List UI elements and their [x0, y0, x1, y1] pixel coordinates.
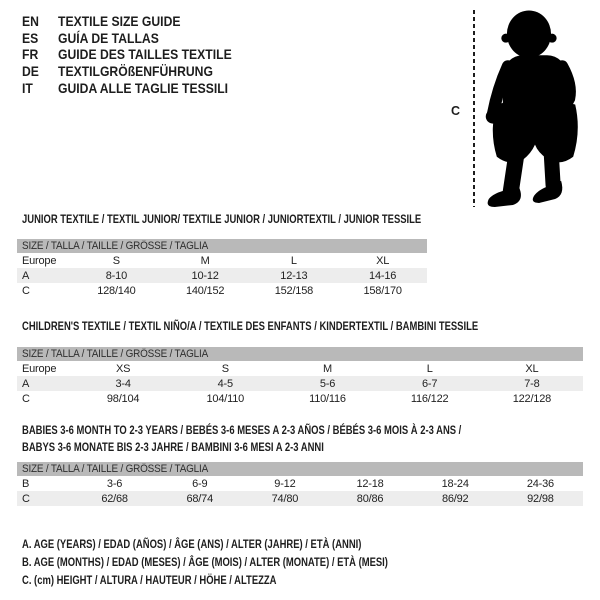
size-cell: XS — [115, 362, 131, 375]
language-title: GUÍA DE TALLAS — [58, 29, 159, 46]
size-cell: 152/158 — [274, 284, 314, 297]
size-cell: 80/86 — [327, 491, 412, 506]
table-header-bar-label: SIZE / TALLA / TAILLE / GRÖSSE / TAGLIA — [22, 240, 209, 252]
language-title: TEXTILGRÖßENFÜHRUNG — [58, 63, 213, 80]
table-header-bar-label: SIZE / TALLA / TAILLE / GRÖSSE / TAGLIA — [22, 348, 209, 360]
babies-size-table — [17, 462, 583, 506]
size-cell: M — [200, 254, 210, 267]
size-cell: 24-36 — [526, 477, 554, 490]
size-cell: 4-5 — [174, 376, 276, 391]
section-heading-children: CHILDREN'S TEXTILE / TEXTIL NIÑO/A / TEXTILE DES ENFANTS / KINDERTEXTIL / BAMBINI TESSILE — [22, 319, 479, 333]
language-code: IT — [22, 79, 33, 96]
footnote-height-cm: C. (cm) HEIGHT / ALTURA / HAUTEUR / HÖHE / ALTEZZA — [22, 573, 277, 587]
table-header-bar-label: SIZE / TALLA / TAILLE / GRÖSSE / TAGLIA — [22, 463, 209, 475]
size-cell: 14-16 — [338, 268, 427, 283]
size-cell: 110/116 — [309, 392, 346, 405]
language-row-it — [22, 79, 258, 96]
table-row-height — [17, 391, 583, 406]
row-label-cell: C — [22, 284, 30, 297]
language-title: GUIDA ALLE TAGLIE TESSILI — [58, 79, 229, 96]
size-cell: 5-6 — [276, 376, 378, 391]
size-cell: 7-8 — [481, 376, 583, 391]
baby-silhouette-icon — [482, 8, 588, 209]
size-cell: XL — [525, 362, 539, 375]
section-heading-junior: JUNIOR TEXTILE / TEXTIL JUNIOR/ TEXTILE JUNIOR / JUNIORTEXTIL / JUNIOR TESSILE — [22, 212, 422, 226]
section-heading-babies: BABIES 3-6 MONTH TO 2-3 YEARS / BEBÉS 3-6 MESES A 2-3 AÑOS / BÉBÉS 3-6 MOIS À 2-3 ANS / BABYS 3-6 MONATE BIS 2-3 JAHRE / BAMBINI 3-6 MESI A 2-3 ANNI — [22, 423, 462, 454]
row-label-cell: C — [22, 392, 30, 405]
size-cell: 18-24 — [441, 477, 469, 490]
size-cell: M — [322, 362, 332, 375]
size-cell: 3-4 — [72, 376, 174, 391]
table-row-age — [17, 268, 427, 283]
size-cell: S — [221, 362, 229, 375]
row-label-cell: A — [17, 376, 72, 391]
size-cell: 3-6 — [106, 477, 123, 490]
size-cell: 122/128 — [512, 392, 552, 405]
size-cell: 86/92 — [413, 491, 498, 506]
row-label-cell: C — [17, 491, 72, 506]
size-cell: 92/98 — [498, 491, 583, 506]
size-cell: L — [290, 254, 297, 267]
junior-size-table — [17, 239, 427, 298]
size-cell: 12-18 — [356, 477, 384, 490]
height-measure-dashed-line — [473, 10, 475, 207]
row-label-cell: B — [22, 477, 30, 490]
language-code: ES — [22, 29, 39, 46]
language-row-de — [22, 63, 258, 80]
language-list — [22, 13, 258, 96]
size-cell: S — [112, 254, 120, 267]
size-cell: 6-9 — [192, 477, 208, 490]
language-title: GUIDE DES TAILLES TEXTILE — [58, 46, 232, 63]
height-measure-label: C — [451, 104, 461, 118]
row-label-cell: A — [17, 268, 72, 283]
table-header-bar — [17, 239, 427, 253]
table-header-bar — [17, 347, 583, 361]
table-row-height — [17, 491, 583, 506]
table-row-europe — [17, 253, 427, 268]
size-cell: 62/68 — [72, 491, 157, 506]
legend-footnotes — [22, 535, 479, 589]
size-cell: 74/80 — [242, 491, 327, 506]
size-cell: 12-13 — [250, 268, 339, 283]
size-cell: 104/110 — [206, 392, 245, 405]
size-cell: 98/104 — [106, 392, 140, 405]
size-cell: 6-7 — [379, 376, 481, 391]
language-code: EN — [22, 13, 39, 30]
language-row-en — [22, 13, 258, 30]
size-cell: L — [426, 362, 433, 375]
size-cell: 9-12 — [274, 477, 296, 490]
language-code: FR — [22, 46, 39, 63]
size-cell: 68/74 — [157, 491, 242, 506]
language-title: TEXTILE SIZE GUIDE — [58, 13, 181, 30]
table-header-bar — [17, 462, 583, 476]
language-row-fr — [22, 46, 258, 63]
size-cell: 116/122 — [410, 392, 449, 405]
children-size-table — [17, 347, 583, 406]
table-row-europe — [17, 361, 583, 376]
row-label-cell: Europe — [22, 254, 57, 267]
table-row-age — [17, 376, 583, 391]
size-cell: 10-12 — [161, 268, 250, 283]
size-cell: XL — [376, 254, 390, 267]
footnote-age-years: A. AGE (YEARS) / EDAD (AÑOS) / ÂGE (ANS) / ALTER (JAHRE) / ETÀ (ANNI) — [22, 537, 362, 551]
table-row-height — [17, 283, 427, 298]
row-label-cell: Europe — [22, 362, 57, 375]
size-cell: 128/140 — [97, 284, 136, 297]
language-row-es — [22, 30, 258, 47]
size-cell: 140/152 — [185, 284, 225, 297]
size-cell: 158/170 — [363, 284, 402, 297]
table-row-age-months — [17, 476, 583, 491]
language-code: DE — [22, 63, 39, 80]
footnote-age-months: B. AGE (MONTHS) / EDAD (MESES) / ÂGE (MOIS) / ALTER (MONATE) / ETÀ (MESI) — [22, 555, 388, 569]
size-cell: 8-10 — [72, 268, 161, 283]
